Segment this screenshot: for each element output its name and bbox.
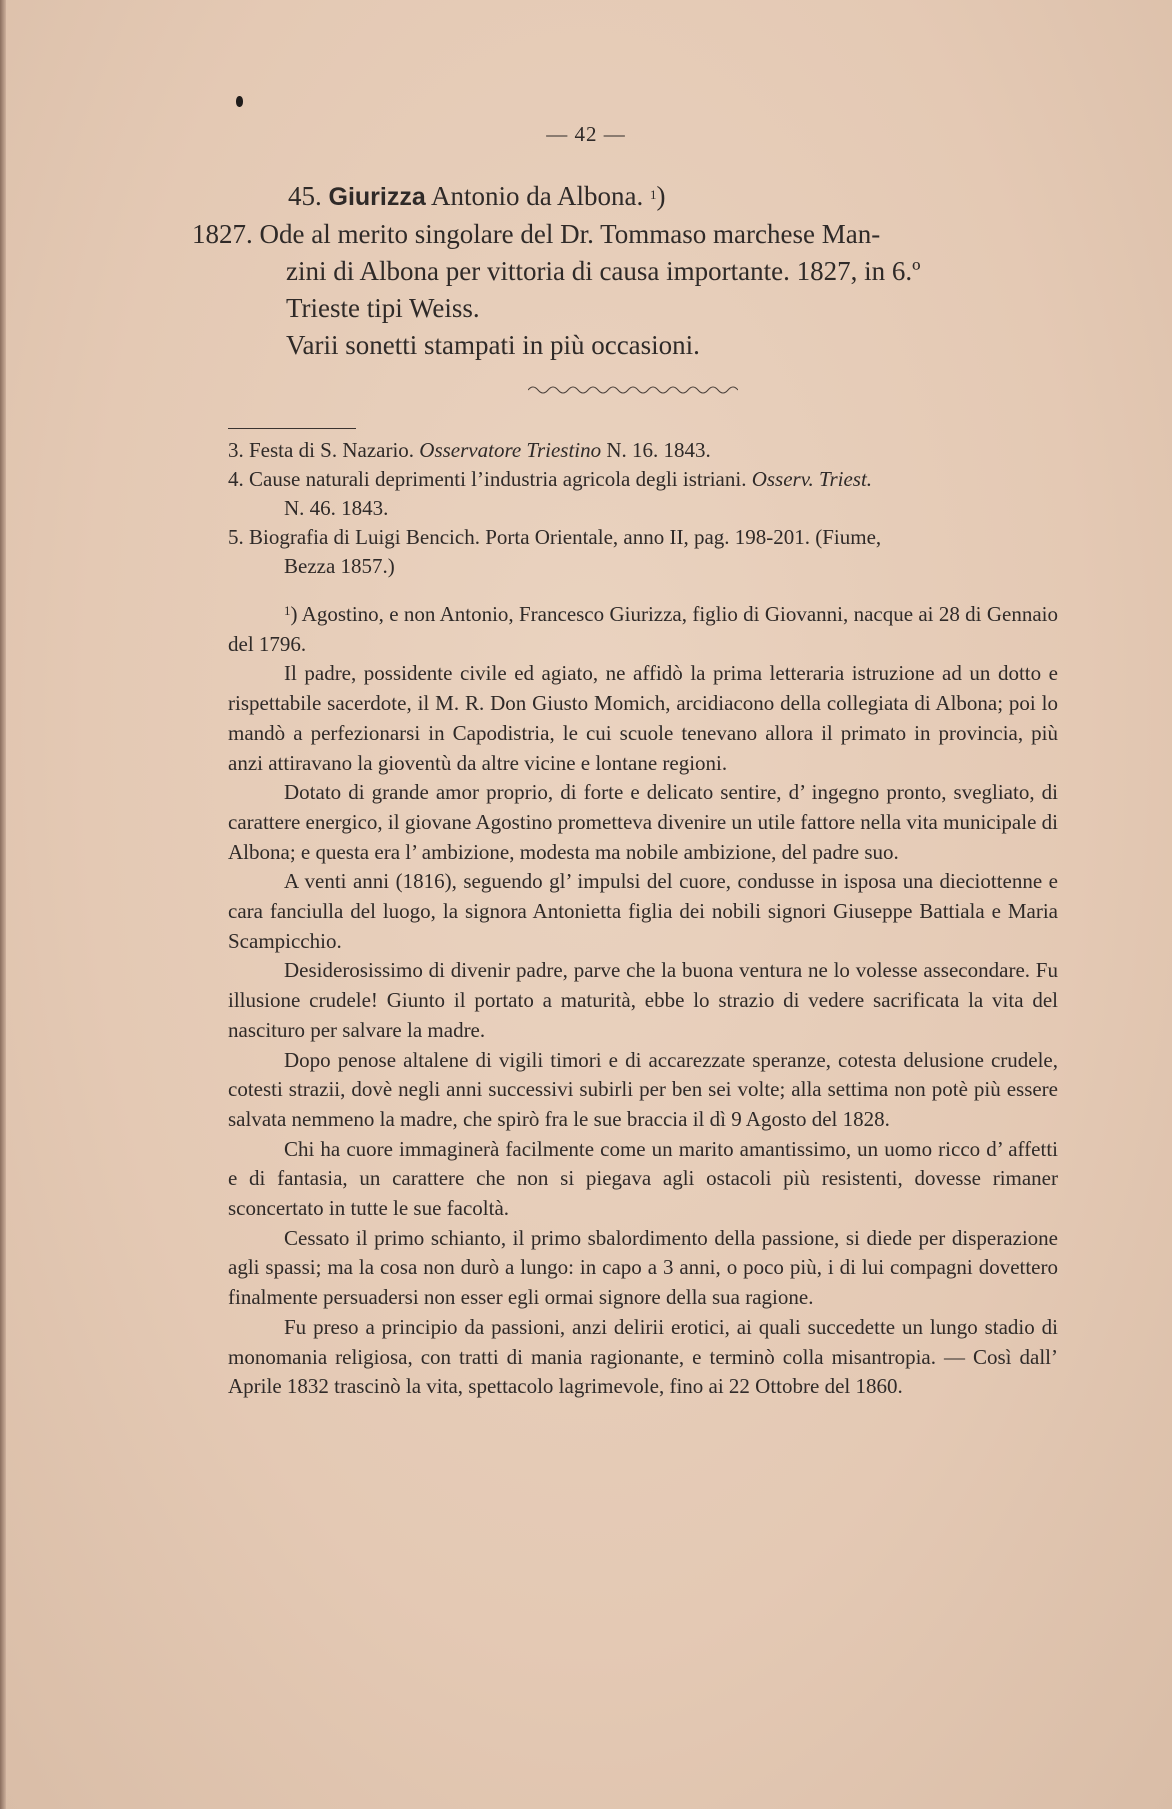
note-item: 3. Festa di S. Nazario. Osservatore Triestino N. 16. 1843. <box>228 438 711 462</box>
note-item: 5. Biografia di Luigi Bencich. Porta Orientale, anno II, pag. 198-201. (Fiume, <box>228 525 882 549</box>
footnote-paragraph: Desiderosissimo di divenir padre, parve che la buona ventura ne lo volesse assecondare. Fu illusione crudele! Giunto il portato a maturità, ebbe lo strazio di vedere sacrificata la vita del nascituro per salvare la madre. <box>228 958 1058 1042</box>
biographical-footnote <box>228 600 1058 1402</box>
footnote-paragraph: Chi ha cuore immaginerà facilmente come un marito amantissimo, un uomo ricco d’ affetti e di fantasia, un carattere che non si piegava agli ostacoli più resistenti, dovesse rimaner sconcertato in tutte le sue facoltà. <box>228 1136 1058 1221</box>
entry-heading <box>288 178 1060 216</box>
entry-number: 45. <box>288 181 322 211</box>
footnote-paragraph: Dotato di grande amor proprio, di forte e delicato sentire, d’ ingegno pronto, svegliato, di carattere energico, il giovane Agostino prometteva divenire un utile fattore nella vita municipale di Albona; e questa era l’ ambizione, modesta ma nobile ambizione, del padre suo. <box>228 780 1058 864</box>
bibliography-entry <box>192 178 1060 364</box>
note-item-continuation: N. 46. 1843. <box>284 496 389 520</box>
footnote-paragraph: $^1$) Agostino, e non Antonio, Francesco Giurizza, figlio di Giovanni, nacque ai 28 di Gennaio del 1796. <box>228 602 1058 656</box>
entry-surname: Giurizza <box>328 183 426 211</box>
footnote-paragraph: Il padre, possidente civile ed agiato, ne affidò la prima letteraria istruzione ad un dotto e rispettabile sacerdote, il M. R. Don Giusto Momich, arcidiacono della collegiata di Albona; poi lo mandò a perfezionarsi in Capodistria, le cui scuole tenevano allora il primato in provincia, più anzi attiravano la gioventù da altre vicine e lontane regioni. <box>228 661 1058 775</box>
entry-line: 1827. Ode al merito singolare del Dr. Tommaso marchese Man- <box>192 219 881 249</box>
entry-name: Antonio da Albona. <box>431 181 644 211</box>
note-item: 4. Cause naturali deprimenti l’industria agricola degli istriani. Osserv. Triest. <box>228 467 873 491</box>
footnote-rule <box>228 428 356 429</box>
footnote-mark: 1 <box>650 187 657 202</box>
footnote-mark: 1 <box>284 603 291 618</box>
page-number: — 42 — <box>546 122 626 146</box>
footnote-paragraph: Dopo penose altalene di vigili timori e di accarezzate speranze, cotesta delusione crudele, cotesti strazii, dovè negli anni successivi subirli per ben sei volte; alla settima non potè più essere salvata nemmeno la madre, che spirò fra le sue braccia il dì 9 Agosto del 1828. <box>228 1047 1058 1131</box>
footnote-paragraph: Fu preso a principio da passioni, anzi delirii erotici, ai quali succedette un lungo stadio di monomania religiosa, con tratti di mania ragionante, e terminò colla misantropia. — Così dall’ Aprile 1832 trascinò la vita, spettacolo lagrimevole, fino ai 22 Ottobre del 1860. <box>228 1314 1058 1399</box>
ink-dot <box>236 96 243 107</box>
footnote-paragraph: A venti anni (1816), seguendo gl’ impulsi del cuore, condusse in isposa una dieciottenne e cara fanciulla del luogo, la signora Antonietta figlia dei nobili signori Giuseppe Battiala e Maria Scampicchio. <box>228 869 1058 953</box>
page-binding-edge <box>0 0 6 1809</box>
entry-line: zini di Albona per vittoria di causa importante. 1827, in 6.º <box>286 256 921 286</box>
entry-line: Varii sonetti stampati in più occasioni. <box>286 330 700 360</box>
note-item-continuation: Bezza 1857.) <box>284 554 395 578</box>
footnote-paragraph: Cessato il primo schianto, il primo sbalordimento della passione, si diede per disperazione agli spassi; ma la cosa non durò a lungo: in capo a 3 anni, o poco più, i di lui compagni dovettero finalmente persuadersi non esser egli ormai signore della sua ragione. <box>228 1225 1058 1310</box>
entry-line: Trieste tipi Weiss. <box>286 293 480 323</box>
previous-entry-notes <box>228 436 1058 581</box>
footnote-mark-paren: ) <box>656 181 666 211</box>
ornamental-divider <box>528 382 738 394</box>
